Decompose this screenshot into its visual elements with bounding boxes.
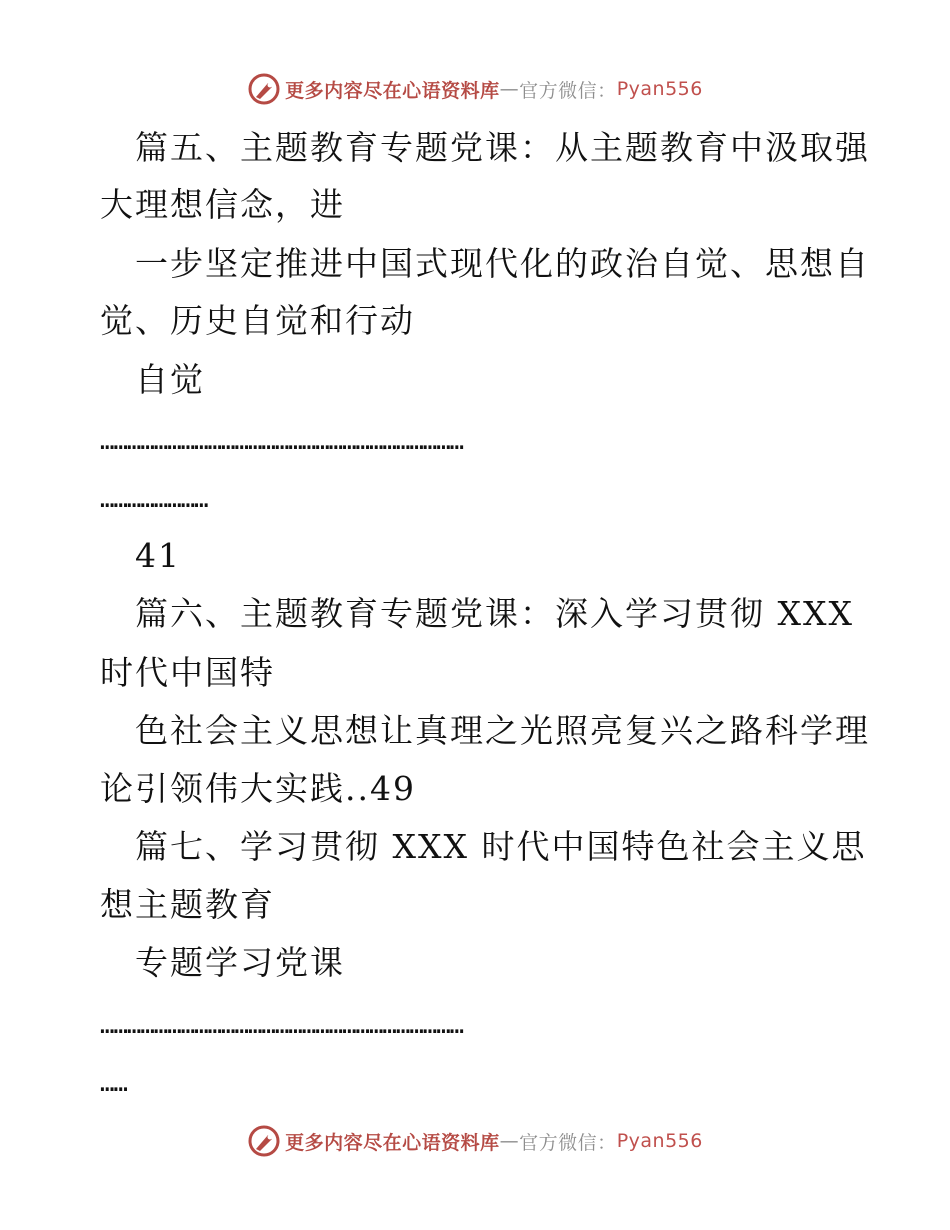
toc-entry-5-page-number: 41 <box>135 536 181 575</box>
toc-entry-5-leader-dots-2: …………………… <box>100 485 208 513</box>
watermark-wechat-id: Pyan556 <box>616 1130 703 1152</box>
watermark-site-text: 更多内容尽在心语资料库 <box>285 1131 500 1154</box>
footer-watermark <box>0 1123 950 1159</box>
toc-entry-7-line-2: 想主题教育 <box>100 885 275 924</box>
toc-entry-5-line-1: 篇五、主题教育专题党课：从主题教育中汲取强 <box>135 128 870 167</box>
toc-entry-7-leader-dots-1: ……………………………………………………………………… <box>100 1011 464 1039</box>
watermark-dash: — <box>499 78 520 100</box>
toc-entry-6-line-1: 篇六、主题教育专题党课：深入学习贯彻 XXX <box>135 594 854 633</box>
toc-entry-7-line-3: 专题学习党课 <box>135 943 345 982</box>
watermark-site-text: 更多内容尽在心语资料库 <box>285 79 500 102</box>
toc-entry-6-line-2: 时代中国特 <box>100 653 275 692</box>
toc-entry-6-line-4: 论引领伟大实践..49 <box>100 769 416 808</box>
toc-entry-5-leader-dots-1: ……………………………………………………………………… <box>100 427 464 455</box>
toc-entry-5-line-4: 觉、历史自觉和行动 <box>100 301 415 340</box>
pen-logo-icon <box>247 1124 281 1158</box>
toc-entry-7-leader-dots-2: …… <box>100 1069 127 1097</box>
pen-logo-icon <box>247 72 281 106</box>
toc-entry-6-line-3: 色社会主义思想让真理之光照亮复兴之路科学理 <box>135 711 870 750</box>
watermark-official-text: 官方微信： <box>519 79 617 102</box>
toc-entry-5-line-3: 一步坚定推进中国式现代化的政治自觉、思想自 <box>135 244 870 283</box>
watermark-dash: — <box>499 1130 520 1152</box>
toc-entry-5-line-2: 大理想信念，进 <box>100 185 345 224</box>
toc-entry-7-line-1: 篇七、学习贯彻 XXX 时代中国特色社会主义思 <box>135 827 867 866</box>
toc-entry-5-line-5: 自觉 <box>135 360 205 399</box>
watermark-official-text: 官方微信： <box>519 1131 617 1154</box>
header-watermark <box>0 71 950 107</box>
watermark-wechat-id: Pyan556 <box>616 78 703 100</box>
